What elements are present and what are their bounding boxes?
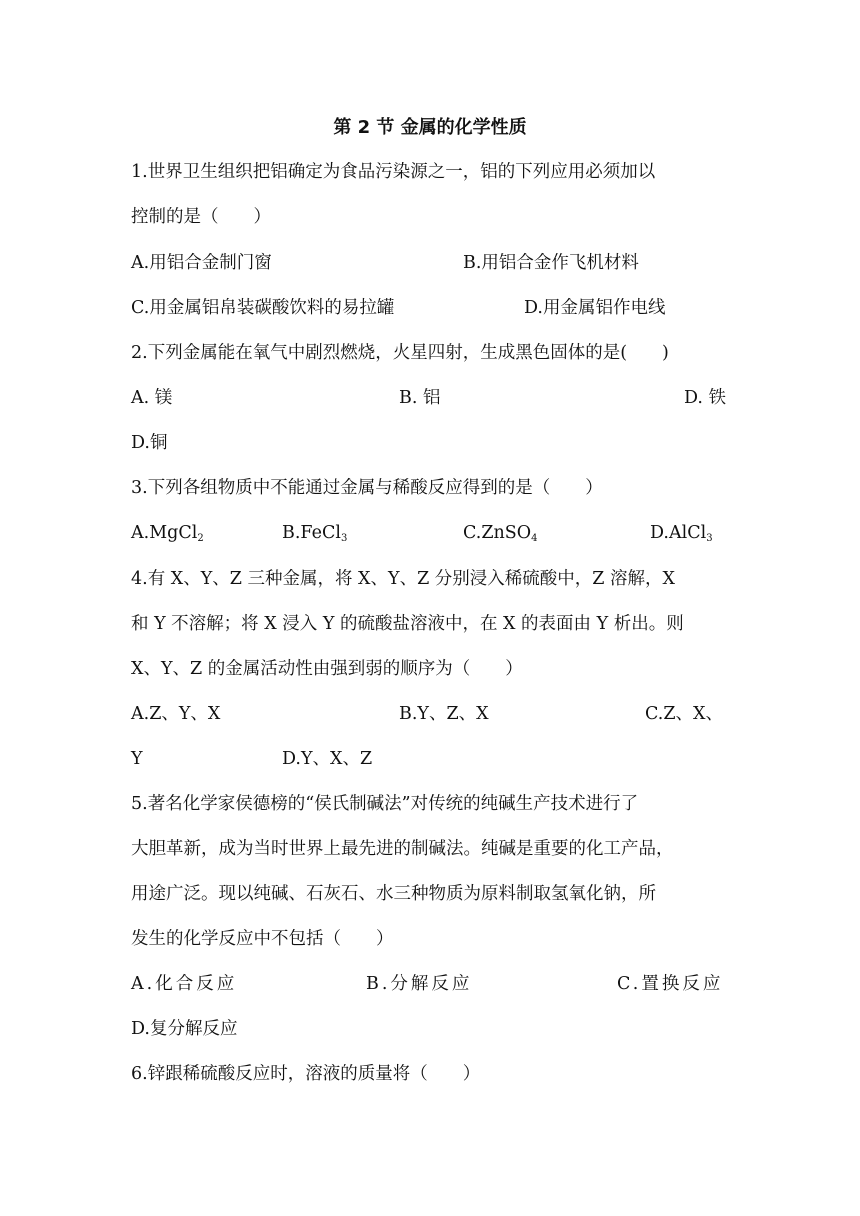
q3-option-c: C.ZnSO$_4$ (463, 523, 538, 544)
q4-option-c-continued: Y (131, 749, 143, 769)
q2-option-a: A. 镁 (131, 388, 173, 408)
q2-stem-line1: 2.下列金属能在氧气中剧烈燃烧，火星四射，生成黑色固体的是( ) (131, 343, 669, 363)
q1-option-d: D.用金属铝作电线 (524, 298, 666, 318)
q3-option-d: D.AlCl$_3$ (650, 523, 713, 544)
q3-option-a: A.MgCl$_2$ (131, 523, 204, 544)
q5-option-a: A.化合反应 (131, 974, 238, 994)
q5-stem-line1: 5.著名化学家侯德榜的“侯氏制碱法”对传统的纯碱生产技术进行了 (131, 794, 639, 814)
q4-option-a: A.Z、Y、X (131, 704, 221, 724)
q4-option-d: D.Y、X、Z (282, 749, 373, 769)
q2-option-c: D. 铁 (684, 388, 727, 408)
q6-stem-line1: 6.锌跟稀硫酸反应时，溶液的质量将（ ） (131, 1064, 481, 1084)
page-title: 第 2 节 金属的化学性质 (333, 117, 527, 138)
q5-stem-line4: 发生的化学反应中不包括（ ） (131, 929, 394, 949)
q3-stem-line1: 3.下列各组物质中不能通过金属与稀酸反应得到的是（ ） (131, 478, 603, 498)
q5-option-c: C.置换反应 (617, 974, 724, 994)
q4-stem-line1: 4.有 X、Y、Z 三种金属，将 X、Y、Z 分别浸入稀硫酸中，Z 溶解，X (131, 569, 675, 589)
q5-option-d: D.复分解反应 (131, 1019, 238, 1039)
q1-stem-line2: 控制的是（ ） (131, 207, 271, 227)
q4-stem-line3: X、Y、Z 的金属活动性由强到弱的顺序为（ ） (131, 659, 523, 679)
q5-stem-line2: 大胆革新，成为当时世界上最先进的制碱法。纯碱是重要的化工产品， (131, 839, 674, 859)
q1-stem-line1: 1.世界卫生组织把铝确定为食品污染源之一，铝的下列应用必须加以 (131, 162, 656, 182)
q3-option-b: B.FeCl$_3$ (282, 523, 348, 544)
q2-option-b: B. 铝 (399, 388, 441, 408)
q1-option-b: B.用铝合金作飞机材料 (463, 253, 639, 273)
q4-stem-line2: 和 Y 不溶解；将 X 浸入 Y 的硫酸盐溶液中，在 X 的表面由 Y 析出。则 (131, 614, 684, 634)
q1-option-a: A.用铝合金制门窗 (131, 253, 272, 273)
q5-option-b: B.分解反应 (366, 974, 473, 994)
q1-option-c: C.用金属铝帛装碳酸饮料的易拉罐 (131, 298, 395, 318)
q4-option-c: C.Z、X、 (645, 704, 723, 724)
q4-option-b: B.Y、Z、X (399, 704, 489, 724)
q5-stem-line3: 用途广泛。现以纯碱、石灰石、水三种物质为原料制取氢氧化钠，所 (131, 884, 656, 904)
q2-option-d: D.铜 (131, 433, 168, 453)
